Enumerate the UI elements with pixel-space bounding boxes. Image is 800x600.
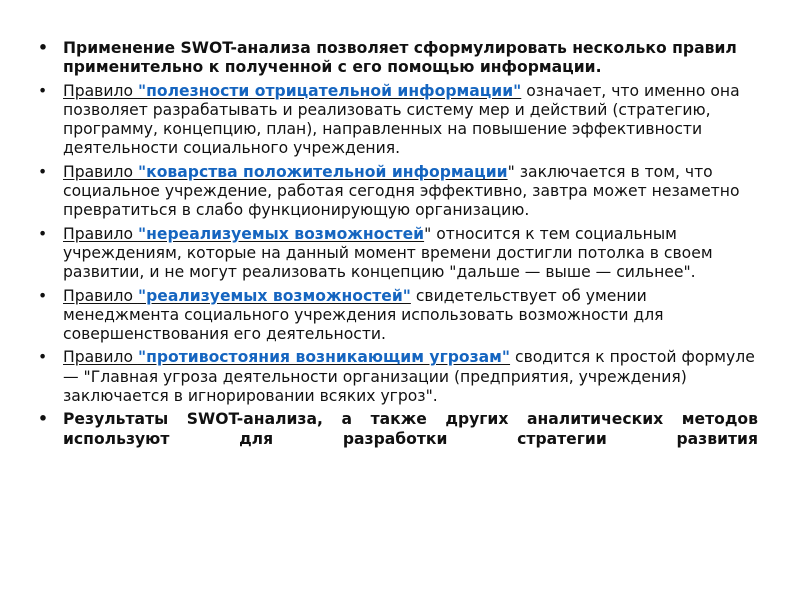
rule-key-term: "полезности отрицательной информации" xyxy=(137,81,522,100)
bullet-swot-results xyxy=(38,410,758,449)
bullet-marker: • xyxy=(38,286,48,305)
rule-key-term: "нереализуемых возможностей xyxy=(137,224,425,243)
rule-text: " заключается в том, что социальное учреждение, работая сегодня эффективно, завтра может незаметно превратиться в слабо функционирующую организацию. xyxy=(63,162,740,220)
bullet-rule-unrealizable xyxy=(38,225,758,283)
rule-lead: Правило "нереализуемых возможностей xyxy=(63,224,425,243)
rule-lead: Правило "противостояния возникающим угрозам" xyxy=(63,348,511,367)
intro-text: Применение SWOT-анализа позволяет сформулировать несколько правил применительно к полученной с его помощью информации. xyxy=(63,39,737,77)
rule-key-term: "противостояния возникающим угрозам" xyxy=(137,348,511,367)
rule-text: " относится к тем социальным учреждениям, которые на данный момент времени достигли потолка в своем развитии, и не могут реализовать концепцию "дальше — выше — сильнее". xyxy=(63,224,713,282)
rule-text: сводится к простой формуле — "Главная угроза деятельности организации (предприятия, учреждения) заключается в игнорировании всяких угроз". xyxy=(63,348,755,406)
bullet-marker: • xyxy=(38,39,48,57)
bullet-marker: • xyxy=(38,81,48,100)
bullet-marker: • xyxy=(38,348,48,367)
rule-lead: Правило "коварства положительной информации xyxy=(63,162,508,181)
bullet-swot-intro xyxy=(38,39,758,78)
rule-lead: Правило "полезности отрицательной информации" xyxy=(63,81,522,100)
bullet-marker: • xyxy=(38,224,48,243)
results-text: Результаты SWOT-анализа, а также других аналитических методов используют для разработки стратегии развития xyxy=(63,410,758,448)
bullet-rule-positive-info xyxy=(38,163,758,221)
rule-key-term: "реализуемых возможностей" xyxy=(137,286,411,305)
bullet-rule-negative-info xyxy=(38,82,758,159)
rule-text: свидетельствует об умении менеджмента социального учреждения использовать возможности для совершенствования его деятельности. xyxy=(63,286,664,344)
bullet-list xyxy=(38,39,758,449)
rule-key-term: "коварства положительной информации xyxy=(137,162,508,181)
bullet-rule-threats xyxy=(38,348,758,406)
slide-content xyxy=(38,39,758,453)
rule-lead: Правило "реализуемых возможностей" xyxy=(63,286,411,305)
bullet-marker: • xyxy=(38,410,48,429)
bullet-marker: • xyxy=(38,162,48,181)
rule-text: означает, что именно она позволяет разрабатывать и реализовать систему мер и действий (стратегию, программу, концепцию, план), направленных на повышение эффективности деятельности социального учреждения. xyxy=(63,81,740,158)
bullet-rule-realizable xyxy=(38,287,758,345)
